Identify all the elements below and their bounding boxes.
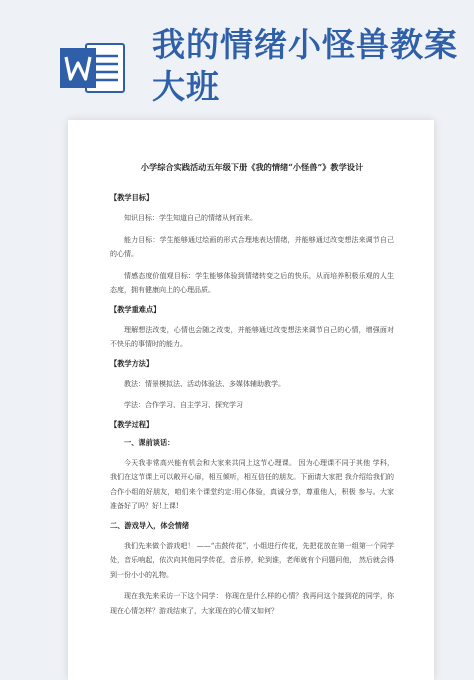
step2-text-interview: 现在我先来采访一下这个同学： 你现在是什么样的心情？我再问这个接到花的同学，你现在心情怎样？游戏结束了，大家现在的心情又如何？ [110,592,394,615]
word-document-icon [58,38,128,98]
goal-emotion-text: 情感态度价值观目标：学生能够体验到情绪转变之后的快乐，从而培养积极乐观的人生态度，拥有健康向上的心理品质。 [110,271,394,294]
section-heading-goals: 【教学目标】 [110,193,154,202]
step2-text-game: 我们先来做个游戏吧！ ——“击鼓传花”，小组进行传花，先把花放在第一组第一个同学处，音乐响起，依次向其他同学传花，音乐停，轮到谁，老师就有个问题问他， 然后就会得到一份小小的礼物。 [110,541,394,579]
step1-heading: 一、课前谈话： [124,437,175,447]
section-heading-process: 【教学过程】 [110,419,154,429]
document-title: 小学综合实践活动五年级下册《我的情绪“小怪兽”》教学设计 [140,162,364,172]
key-points-text: 理解想法改变，心情也会随之改变，并能够通过改变想法来调节自己的心情，增强面对不快乐的事情时的能力。 [110,325,394,348]
learning-method-text: 学法：合作学习、自主学习、探究学习 [124,401,243,409]
teaching-method-text: 教法：情景模拟法、活动体验法、多媒体辅助教学。 [124,379,285,388]
section-heading-methods: 【教学方法】 [110,358,154,368]
section-heading-key-points: 【教学重难点】 [110,304,161,314]
header-banner [0,0,474,110]
document-page [68,120,434,680]
document-body [110,162,394,625]
page-title: 我的情绪小怪兽教案大班 [152,25,458,106]
goal-knowledge-text: 知识目标：学生知道自己的情绪从何而来。 [124,214,257,222]
goal-ability-text: 能力目标：学生能够通过绘画的形式合理地表达情绪，并能够通过改变想法来调节自己的心情。 [110,235,394,258]
step2-heading: 二、游戏导入，体会情绪 [110,520,190,530]
step1-text: 今天我非常高兴能有机会和大家来共同上这节心理课。 因为心理课不同于其他 学科，我们在这节课上可以敞开心扉，相互倾听，相互信任的朋友。下面请大家把 我介绍给我们的合作小组的好朋友，咱们来个课堂约定:用心体验，真诚分享，尊重他人，积极 参与。大家准备好了吗？好!上课! [110,458,394,510]
